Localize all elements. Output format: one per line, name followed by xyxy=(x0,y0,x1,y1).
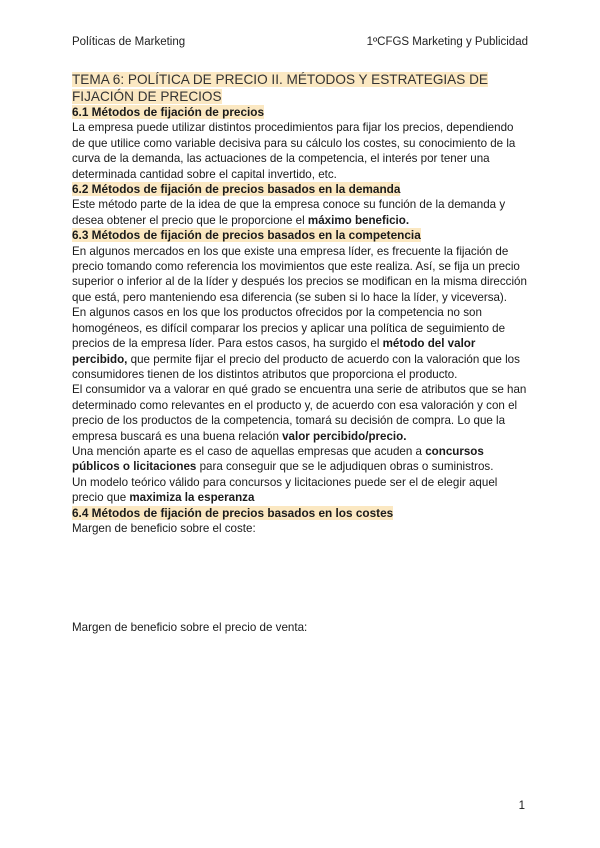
header-right: 1ºCFGS Marketing y Publicidad xyxy=(366,36,528,48)
title-text: TEMA 6: POLÍTICA DE PRECIO II. MÉTODOS Y ESTRATEGIAS DE FIJACIÓN DE PRECIOS xyxy=(72,72,488,104)
paragraph-6-3-c: El consumidor va a valorar en qué grado se encuentra una serie de atributos que se han determinado como relevantes en el producto y, de acuerdo con esa valoración y con el precio de los productos de la competencia, tomará su decisión de compra. Lo que la empresa buscará es una buena relación valor percibido/precio. xyxy=(72,383,527,443)
paragraph-6-3-b: En algunos casos en los que los productos ofrecidos por la competencia no son homogéneos, es difícil comparar los precios y aplicar una política de seguimiento de precios de la empresa líder. Para estos casos, ha surgido el método del valor percibido, que permite fijar el precio del producto de acuerdo con la valoración que los consumidores tienen de los distintos atributos que proporciona el producto. xyxy=(72,306,520,381)
paragraph-6-4-a: Margen de beneficio sobre el coste: xyxy=(72,521,256,535)
heading-6-1: 6.1 Métodos de fijación de precios xyxy=(72,105,265,119)
paragraph-6-2: Este método parte de la idea de que la empresa conoce su función de la demanda y desea obtener el precio que le proporcione el máximo beneficio. xyxy=(72,198,506,227)
heading-6-3: 6.3 Métodos de fijación de precios basados en la competencia xyxy=(72,228,421,243)
document-body xyxy=(72,72,528,636)
page-title xyxy=(72,72,528,105)
heading-6-4: 6.4 Métodos de fijación de precios basados en los costes xyxy=(72,505,394,520)
paragraph-6-3-e: Un modelo teórico válido para concursos y licitaciones puede ser el de elegir aquel precio que maximiza la esperanza xyxy=(72,475,498,505)
page-number: 1 xyxy=(518,800,525,812)
header-left: Políticas de Marketing xyxy=(72,36,186,48)
paragraph-6-4-b: Margen de beneficio sobre el precio de venta: xyxy=(72,621,308,635)
paragraph-6-3-d: Una mención aparte es el caso de aquellas empresas que acuden a concursos públicos o licitaciones para conseguir que se le adjudiquen obras o suministros. xyxy=(72,444,494,474)
paragraph-6-1: La empresa puede utilizar distintos procedimientos para fijar los precios, dependiendo de que utilice como variable decisiva para su cálculo los costes, su conocimiento de la curva de la demanda, las actuaciones de la competencia, el interés por tener una determinada cantidad sobre el capital invertido, etc. xyxy=(72,121,516,181)
blank-space xyxy=(72,536,528,620)
paragraph-6-3-a: En algunos mercados en los que existe una empresa líder, es frecuente la fijación de precio tomando como referencia los movimientos que este realiza. Así, se fija un precio superior o inferior al de la líder y después los precios se modifican en la misma dirección que está, pero manteniendo esa diferencia (se suben si lo hace la líder, y viceversa). xyxy=(72,244,527,304)
heading-6-2: 6.2 Métodos de fijación de precios basados en la demanda xyxy=(72,182,401,197)
